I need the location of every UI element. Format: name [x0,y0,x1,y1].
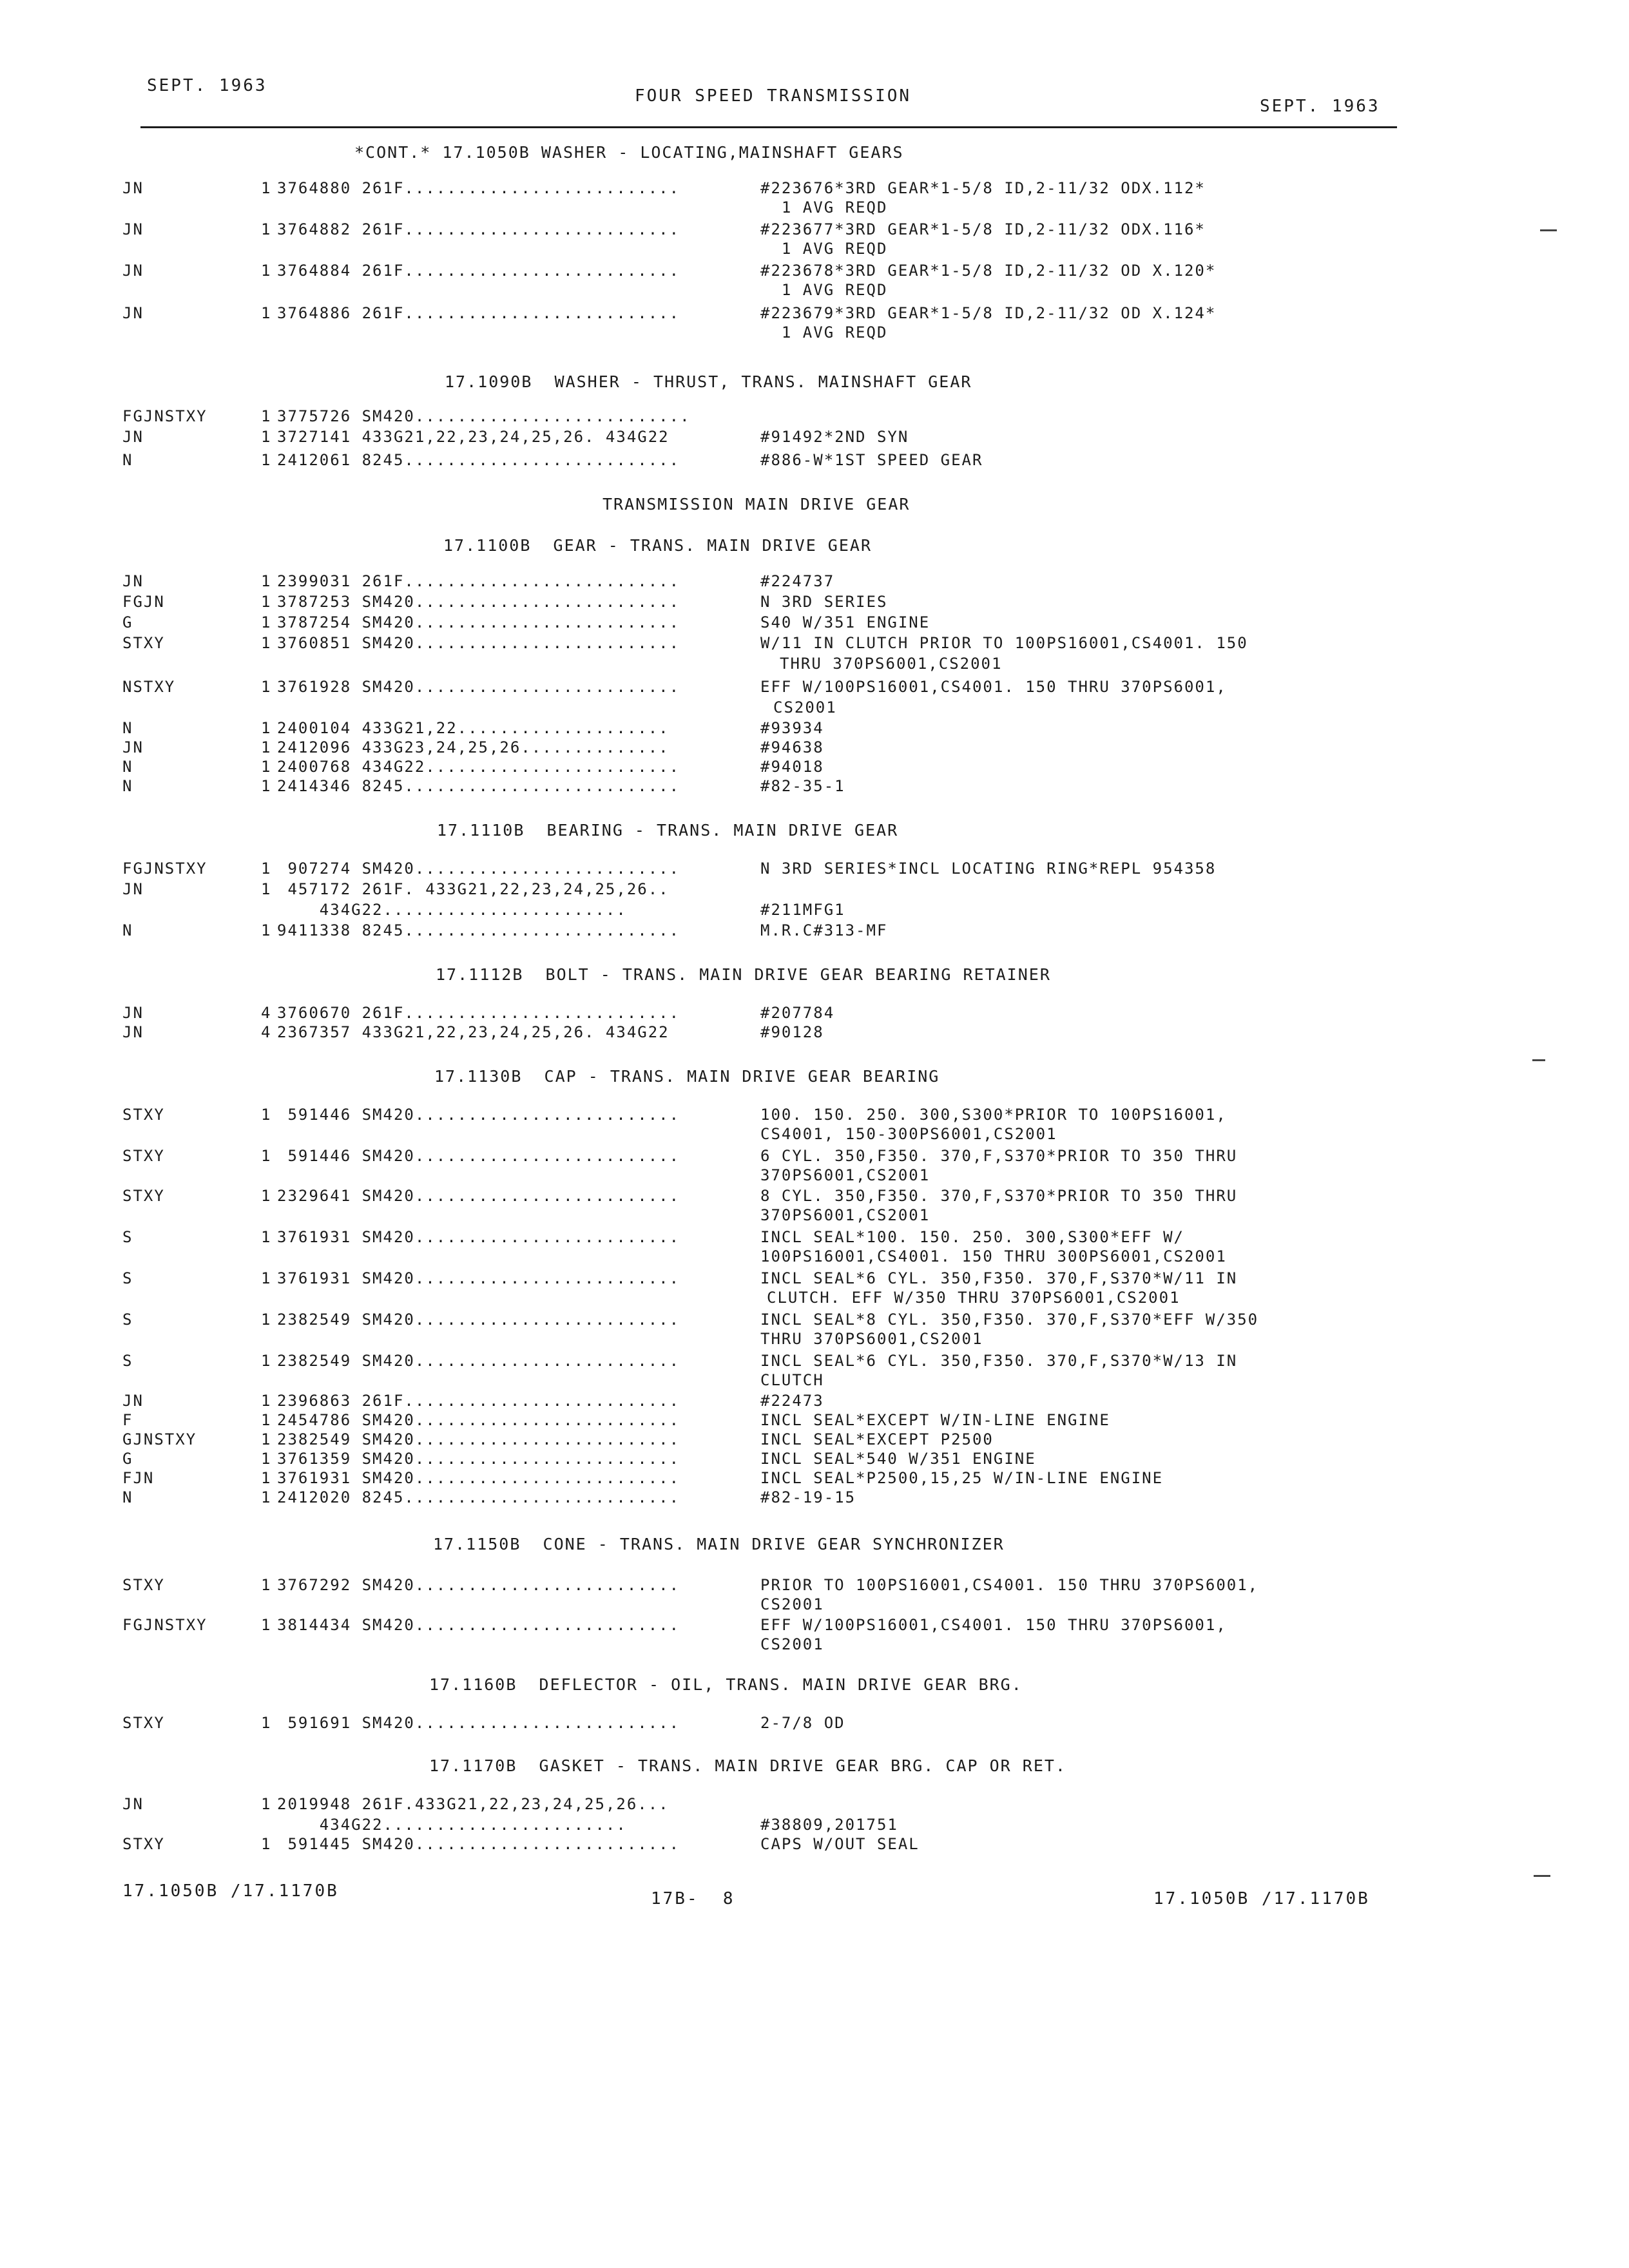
row-part: 591445 SM420......................... [277,1835,680,1853]
row-code: GJNSTXY [122,1430,197,1448]
row-qty: 1 [261,1187,272,1205]
row-qty: 1 [261,262,272,280]
row-part: 457172 261F. 433G21,22,23,24,25,26.. [277,880,670,898]
row-part: 434G22....................... [277,1816,627,1834]
table-row [0,634,1629,654]
row-code: F [122,1411,133,1429]
row-code: JN [122,1392,144,1410]
row-code: S [122,1311,133,1329]
row-qty: 1 [261,220,272,238]
row-desc: #223679*3RD GEAR*1-5/8 ID,2-11/32 OD X.124* [760,304,1217,322]
row-code: G [122,1450,133,1468]
row-part: 3764886 261F.......................... [277,304,680,322]
row-qty: 1 [261,1228,272,1246]
row-part: 3761928 SM420......................... [277,678,680,696]
row-code: S [122,1352,133,1370]
row-desc: CLUTCH. EFF W/350 THRU 370PS6001,CS2001 [767,1289,1181,1307]
row-desc: #93934 [760,719,824,737]
section-heading: 17.1110B BEARING - TRANS. MAIN DRIVE GEAR [437,821,899,840]
row-qty: 1 [261,777,272,795]
section-heading: 17.1130B CAP - TRANS. MAIN DRIVE GEAR BEARING [434,1067,940,1086]
section-heading: 17.1090B WASHER - THRUST, TRANS. MAINSHAFT GEAR [445,372,972,391]
row-qty: 1 [261,860,272,878]
row-code: FGJNSTXY [122,407,207,425]
row-part: 2412096 433G23,24,25,26.............. [277,738,670,756]
row-part: 3814434 SM420......................... [277,1616,680,1634]
margin-mark [1532,1059,1545,1061]
table-row [0,1247,1629,1267]
table-row [0,1228,1629,1248]
row-part: 3764884 261F.......................... [277,262,680,280]
table-row [0,758,1629,778]
row-code: N [122,777,133,795]
table-row [0,1330,1629,1350]
margin-mark [1534,1875,1550,1877]
row-qty: 1 [261,921,272,939]
row-desc: 2-7/8 OD [760,1714,845,1732]
row-desc: INCL SEAL*EXCEPT P2500 [760,1430,994,1448]
row-part: 2414346 8245.......................... [277,777,680,795]
row-desc: INCL SEAL*6 CYL. 350,F350. 370,F,S370*W/13 IN [760,1352,1238,1370]
row-desc: PRIOR TO 100PS16001,CS4001. 150 THRU 370PS6001, [760,1576,1259,1594]
table-row [0,719,1629,739]
row-qty: 1 [261,593,272,611]
table-row [0,428,1629,448]
table-row [0,220,1629,240]
table-row [0,1795,1629,1815]
row-desc: THRU 370PS6001,CS2001 [780,655,1003,673]
table-row [0,921,1629,941]
row-desc: INCL SEAL*100. 150. 250. 300,S300*EFF W/ [760,1228,1184,1246]
row-part: 591446 SM420......................... [277,1147,680,1165]
table-row [0,1206,1629,1226]
row-part: 3760851 SM420......................... [277,634,680,652]
row-desc: N 3RD SERIES [760,593,888,611]
row-code: STXY [122,634,165,652]
row-desc: EFF W/100PS16001,CS4001. 150 THRU 370PS6001, [760,1616,1227,1634]
row-qty: 1 [261,880,272,898]
table-row [0,1450,1629,1470]
row-desc: 1 AVG REQD [760,281,888,299]
row-qty: 1 [261,1411,272,1429]
row-desc: CS2001 [773,698,837,716]
table-row [0,860,1629,879]
row-desc: 1 AVG REQD [760,198,888,216]
row-code: STXY [122,1835,165,1853]
row-code: STXY [122,1187,165,1205]
row-desc: #886-W*1ST SPEED GEAR [760,451,983,469]
row-code: S [122,1228,133,1246]
row-code: JN [122,572,144,590]
table-row [0,1616,1629,1636]
row-qty: 1 [261,1392,272,1410]
row-code: JN [122,179,144,197]
table-row [0,1430,1629,1450]
row-code: JN [122,738,144,756]
row-code: NSTXY [122,678,176,696]
row-desc: #224737 [760,572,835,590]
row-part: 3787254 SM420......................... [277,613,680,631]
section-heading: TRANSMISSION MAIN DRIVE GEAR [602,495,911,514]
row-part: 2412020 8245.......................... [277,1488,680,1506]
table-row [0,1166,1629,1186]
row-qty: 1 [261,1616,272,1634]
row-code: STXY [122,1714,165,1732]
table-row [0,655,1629,675]
table-row [0,1004,1629,1024]
table-row [0,1289,1629,1309]
row-code: N [122,719,133,737]
header-rule [140,126,1397,128]
table-row [0,179,1629,199]
row-qty: 1 [261,1352,272,1370]
table-row [0,1469,1629,1489]
row-part: 2400104 433G21,22.................... [277,719,670,737]
row-qty: 1 [261,719,272,737]
row-desc: 100PS16001,CS4001. 150 THRU 300PS6001,CS2001 [760,1247,1227,1265]
row-desc: CLUTCH [760,1371,824,1389]
row-qty: 1 [261,1311,272,1329]
row-code: STXY [122,1106,165,1124]
table-row [0,613,1629,633]
row-qty: 1 [261,1430,272,1448]
row-qty: 1 [261,1488,272,1506]
row-part: 3761359 SM420......................... [277,1450,680,1468]
row-desc: W/11 IN CLUTCH PRIOR TO 100PS16001,CS4001. 150 [760,634,1248,652]
row-desc: 1 AVG REQD [760,240,888,258]
row-code: N [122,758,133,776]
row-qty: 1 [261,738,272,756]
row-desc: THRU 370PS6001,CS2001 [760,1330,983,1348]
row-code: JN [122,220,144,238]
row-desc: #90128 [760,1023,824,1041]
margin-mark [1540,229,1557,231]
row-desc: #223676*3RD GEAR*1-5/8 ID,2-11/32 ODX.112* [760,179,1206,197]
table-row [0,1125,1629,1145]
row-part: 3761931 SM420......................... [277,1228,680,1246]
row-qty: 1 [261,304,272,322]
row-qty: 1 [261,1835,272,1853]
row-part: 2329641 SM420......................... [277,1187,680,1205]
page-title: FOUR SPEED TRANSMISSION [635,86,912,106]
row-code: N [122,921,133,939]
table-row [0,1714,1629,1734]
row-qty: 1 [261,179,272,197]
row-desc: #91492*2ND SYN [760,428,909,446]
row-code: JN [122,262,144,280]
row-part: 3761931 SM420......................... [277,1269,680,1287]
row-desc: INCL SEAL*EXCEPT W/IN-LINE ENGINE [760,1411,1110,1429]
row-desc: 1 AVG REQD [760,323,888,341]
row-desc: #223678*3RD GEAR*1-5/8 ID,2-11/32 OD X.120* [760,262,1217,280]
row-code: JN [122,1004,144,1022]
row-part: 2382549 SM420......................... [277,1352,680,1370]
row-part: 3787253 SM420......................... [277,593,680,611]
row-desc: #94638 [760,738,824,756]
row-part: 3767292 SM420......................... [277,1576,680,1594]
table-row [0,1411,1629,1431]
row-code: JN [122,304,144,322]
row-desc: #223677*3RD GEAR*1-5/8 ID,2-11/32 ODX.116* [760,220,1206,238]
row-code: JN [122,1795,144,1813]
row-code: FGJNSTXY [122,860,207,878]
row-code: FGJNSTXY [122,1616,207,1634]
row-desc: #207784 [760,1004,835,1022]
table-row [0,262,1629,282]
row-desc: M.R.C#313-MF [760,921,888,939]
row-part: 3727141 433G21,22,23,24,25,26. 434G22 [277,428,670,446]
row-desc: CS2001 [760,1635,824,1653]
row-code: N [122,451,133,469]
table-row [0,901,1629,921]
section-heading: 17.1112B BOLT - TRANS. MAIN DRIVE GEAR BEARING RETAINER [436,965,1051,984]
table-row [0,1371,1629,1391]
row-qty: 1 [261,634,272,652]
table-row [0,304,1629,324]
table-row [0,678,1629,698]
table-row [0,1023,1629,1043]
row-code: JN [122,1023,144,1041]
row-part: 2382549 SM420......................... [277,1430,680,1448]
row-code: FGJN [122,593,165,611]
row-qty: 1 [261,1106,272,1124]
row-desc: #38809,201751 [760,1816,898,1834]
section-heading: *CONT.* 17.1050B WASHER - LOCATING,MAINSHAFT GEARS [354,143,904,162]
row-desc: CS4001, 150-300PS6001,CS2001 [760,1125,1057,1143]
row-part: 591446 SM420......................... [277,1106,680,1124]
row-part: 3760670 261F.......................... [277,1004,680,1022]
row-qty: 4 [261,1023,272,1041]
table-row [0,407,1629,427]
row-desc: INCL SEAL*540 W/351 ENGINE [760,1450,1036,1468]
row-desc: #211MFG1 [760,901,845,919]
row-part: 2019948 261F.433G21,22,23,24,25,26... [277,1795,670,1813]
header-right-date: SEPT. 1963 [1260,97,1380,116]
footer-left: 17.1050B /17.1170B [122,1881,339,1901]
row-part: 3761931 SM420......................... [277,1469,680,1487]
row-code: G [122,613,133,631]
row-qty: 1 [261,1469,272,1487]
row-qty: 1 [261,407,272,425]
row-part: 2367357 433G21,22,23,24,25,26. 434G22 [277,1023,670,1041]
header-left-date: SEPT. 1963 [147,76,267,95]
row-desc: INCL SEAL*6 CYL. 350,F350. 370,F,S370*W/11 IN [760,1269,1238,1287]
table-row [0,451,1629,471]
row-code: N [122,1488,133,1506]
section-heading: 17.1150B CONE - TRANS. MAIN DRIVE GEAR SYNCHRONIZER [433,1535,1005,1553]
table-row [0,323,1629,343]
row-desc: 100. 150. 250. 300,S300*PRIOR TO 100PS16001, [760,1106,1227,1124]
row-desc: 8 CYL. 350,F350. 370,F,S370*PRIOR TO 350 THRU [760,1187,1238,1205]
row-desc: CAPS W/OUT SEAL [760,1835,920,1853]
row-qty: 1 [261,1714,272,1732]
table-row [0,1392,1629,1412]
row-qty: 1 [261,1450,272,1468]
row-desc: INCL SEAL*P2500,15,25 W/IN-LINE ENGINE [760,1469,1164,1487]
row-qty: 4 [261,1004,272,1022]
row-code: JN [122,880,144,898]
row-code: JN [122,428,144,446]
row-part: 434G22....................... [277,901,627,919]
row-part: 2382549 SM420......................... [277,1311,680,1329]
row-desc: N 3RD SERIES*INCL LOCATING RING*REPL 954358 [760,860,1217,878]
row-part: 2400768 434G22........................ [277,758,680,776]
row-desc: #94018 [760,758,824,776]
row-part: 9411338 8245.......................... [277,921,680,939]
row-part: 591691 SM420......................... [277,1714,680,1732]
row-qty: 1 [261,1795,272,1813]
row-desc: EFF W/100PS16001,CS4001. 150 THRU 370PS6001, [760,678,1227,696]
table-row [0,1106,1629,1126]
table-row [0,281,1629,301]
row-desc: #82-35-1 [760,777,845,795]
row-qty: 1 [261,1269,272,1287]
row-desc: INCL SEAL*8 CYL. 350,F350. 370,F,S370*EFF W/350 [760,1311,1259,1329]
row-part: 2399031 261F.......................... [277,572,680,590]
table-row [0,1835,1629,1855]
row-qty: 1 [261,1576,272,1594]
row-part: 3764882 261F.......................... [277,220,680,238]
table-row [0,1311,1629,1331]
row-part: 907274 SM420......................... [277,860,680,878]
footer-right: 17.1050B /17.1170B [1153,1889,1370,1908]
section-heading: 17.1170B GASKET - TRANS. MAIN DRIVE GEAR BRG. CAP OR RET. [429,1756,1066,1775]
row-qty: 1 [261,1147,272,1165]
table-row [0,1595,1629,1615]
row-qty: 1 [261,613,272,631]
table-row [0,1576,1629,1596]
table-row [0,738,1629,758]
table-row [0,240,1629,260]
row-part: 2412061 8245.......................... [277,451,680,469]
table-row [0,1488,1629,1508]
row-part: 2454786 SM420......................... [277,1411,680,1429]
row-part: 3775726 SM420.......................... [277,407,691,425]
row-desc: 6 CYL. 350,F350. 370,F,S370*PRIOR TO 350 THRU [760,1147,1238,1165]
row-code: FJN [122,1469,155,1487]
table-row [0,1352,1629,1372]
row-code: STXY [122,1576,165,1594]
row-qty: 1 [261,428,272,446]
table-row [0,198,1629,218]
table-row [0,777,1629,797]
table-row [0,1635,1629,1655]
row-code: S [122,1269,133,1287]
table-row [0,572,1629,592]
row-desc: 370PS6001,CS2001 [760,1206,930,1224]
table-row [0,1187,1629,1207]
row-qty: 1 [261,758,272,776]
table-row [0,593,1629,613]
row-code: STXY [122,1147,165,1165]
table-row [0,1269,1629,1289]
table-row [0,1816,1629,1836]
section-heading: 17.1100B GEAR - TRANS. MAIN DRIVE GEAR [443,536,872,555]
table-row [0,698,1629,718]
row-part: 3764880 261F.......................... [277,179,680,197]
section-heading: 17.1160B DEFLECTOR - OIL, TRANS. MAIN DRIVE GEAR BRG. [429,1675,1023,1694]
row-part: 2396863 261F.......................... [277,1392,680,1410]
table-row [0,880,1629,900]
footer-page-number: 17B- 8 [651,1889,735,1908]
row-desc: S40 W/351 ENGINE [760,613,930,631]
row-qty: 1 [261,451,272,469]
row-desc: CS2001 [760,1595,824,1613]
row-qty: 1 [261,678,272,696]
table-row [0,1147,1629,1167]
row-qty: 1 [261,572,272,590]
row-desc: 370PS6001,CS2001 [760,1166,930,1184]
row-desc: #22473 [760,1392,824,1410]
row-desc: #82-19-15 [760,1488,856,1506]
